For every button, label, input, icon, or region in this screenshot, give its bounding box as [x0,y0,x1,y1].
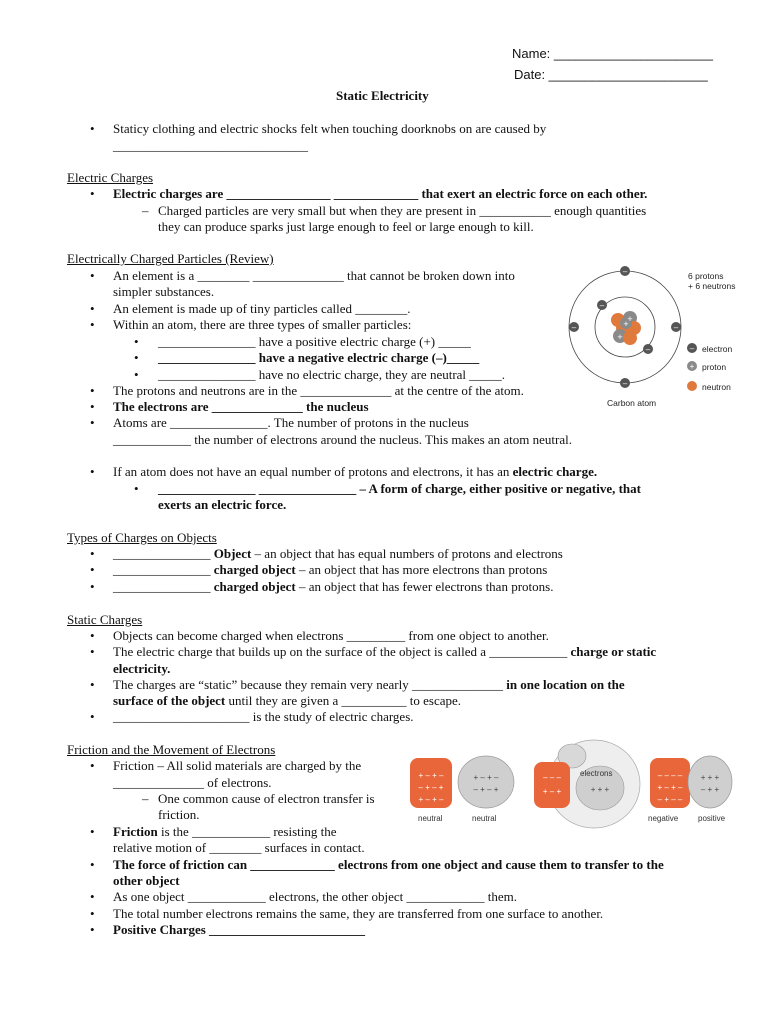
tc-rest-1: – an object that has equal numbers of protons and electrons [251,546,563,561]
svg-text:+: + [617,332,623,342]
ec-sub-1-line-1: Charged particles are very small but when they are present in ___________ enough quantities [158,203,647,218]
cp-bullet-3: Within an atom, there are three types of smaller particles: [113,317,412,332]
svg-text:– – – –: – – – – [657,771,683,780]
friction-diagram [404,738,734,830]
ec-sub-1-line-2: they can produce sparks just large enough to feel or large enough to kill. [158,219,534,234]
sc-bullet-3-l2-bold: surface of the object [113,693,226,708]
cp-bullet-1-line-2: simpler substances. [113,284,215,299]
fr-bullet-1-line-2: ______________ of electrons. [113,775,272,790]
ec-bullet-1: Electric charges are ________________ _____________ that exert an electric force on each other. [113,186,648,201]
bullet: • [134,350,139,365]
cp-sub-1: _______________ have a positive electric charge (+) _____ [158,334,471,349]
bullet: • [90,824,95,839]
bullet: • [90,677,95,692]
fr-bullet-6: Positive Charges ________________________ [113,922,366,937]
bullet: • [90,857,95,872]
bullet: • [90,399,95,414]
tc-blank-2: _______________ [113,562,214,577]
svg-text:+ – + –: + – + – [473,773,499,782]
sc-bullet-2-line-2: electricity. [113,661,171,676]
fr-bullet-3-line-2: other object [113,873,180,888]
label-neutral-1: neutral [418,814,443,823]
legend-proton: proton [702,362,727,372]
label-negative: negative [648,814,679,823]
legend-neutron-icon [687,381,697,391]
cp-bullet-5: The electrons are ______________ the nucleus [113,399,369,414]
svg-text:– + – +: – + – + [473,785,499,794]
svg-text:–: – [622,379,628,388]
heading-charged-particles: Electrically Charged Particles (Review) [67,251,274,266]
svg-text:–: – [689,344,695,353]
svg-text:+ – + –: + – + – [418,795,444,804]
fr-bullet-5: The total number electrons remains the same, they are transferred from one surface to another. [113,906,604,921]
bullet: • [134,481,139,496]
tc-rest-3: – an object that has fewer electrons than protons. [295,579,554,594]
tc-bold-1: Object [213,546,252,561]
fr-bullet-4: As one object ____________ electrons, the other object ____________ them. [113,889,518,904]
tc-bullet-3 [113,579,553,595]
svg-text:– – –: – – – [543,773,561,782]
cp-bullet-4: The protons and neutrons are in the ______________ at the centre of the atom. [113,383,524,398]
name-field[interactable]: Name: ______________________ [512,46,713,61]
heading-types-of-charges: Types of Charges on Objects [67,530,217,545]
balloon-neutral-icon [410,758,452,808]
svg-text:–: – [622,267,628,276]
cp-bullet-7 [113,464,597,480]
sc-bullet-2-text: The electric charge that builds up on the surface of the object is called a ____________ [113,644,571,659]
label-positive: positive [698,814,726,823]
label-protons: 6 protons [688,271,724,281]
cp-bullet-1-line-1: An element is a ________ ______________ that cannot be broken down into [113,268,515,283]
svg-text:+: + [689,362,695,371]
sc-bullet-3-line-2 [113,693,461,709]
bullet: • [90,758,95,773]
svg-text:+ + +: + + + [590,785,610,794]
cp-bullet-2: An element is made up of tiny particles called ________. [113,301,411,316]
nucleus [611,311,641,345]
sc-bullet-3-l2-rest: until they are given a __________ to escape. [225,693,462,708]
bullet: • [90,383,95,398]
bullet: • [90,709,95,724]
bullet: • [90,579,95,594]
sc-bullet-3-bold: in one location on the [506,677,625,692]
svg-text:–: – [599,301,605,310]
sc-bullet-3 [113,677,625,693]
cp-sub-2: _______________ have a negative electric charge (–)_____ [158,350,480,365]
svg-text:–: – [571,323,577,332]
heading-static-charges: Static Charges [67,612,143,627]
fr-bullet-2-bold: Friction [113,824,158,839]
label-electrons: electrons [580,769,613,778]
intro-line-2: ______________________________ [113,138,308,153]
sc-bullet-2-bold: charge or static [570,644,657,659]
fr-sub-1-line-2: friction. [158,807,200,822]
label-neutrons: + 6 neutrons [688,281,736,291]
bullet: • [90,562,95,577]
svg-text:– + – –: – + – – [657,795,683,804]
heading-electric-charges: Electric Charges [67,170,154,185]
dash: – [142,791,149,806]
atom-caption: Carbon atom [607,398,657,408]
fur-positive-icon [688,756,732,808]
svg-text:– + +: – + + [700,785,720,794]
svg-text:+ – + –: + – + – [657,783,683,792]
sc-bullet-4: _____________________ is the study of electric charges. [113,709,414,724]
svg-text:+ – + –: + – + – [418,771,444,780]
tc-bold-2: charged object [213,562,296,577]
svg-text:–: – [673,323,679,332]
fr-bullet-3-line-1: The force of friction can _____________ electrons from one object and cause them to transfer to the [113,857,664,872]
bullet: • [90,644,95,659]
cp-sub-4-line-2: exerts an electric force. [158,497,287,512]
cp-bullet-7-text: If an atom does not have an equal number of protons and electrons, it has an [113,464,513,479]
person-rubbing-balloon-icon [534,740,640,828]
svg-text:+ + +: + + + [700,773,720,782]
bullet: • [90,889,95,904]
fr-bullet-1-line-1: Friction – All solid materials are charged by the [113,758,362,773]
fur-neutral-icon [458,756,514,808]
tc-rest-2: – an object that has more electrons than protons [295,562,548,577]
cp-sub-3: _______________ have no electric charge, they are neutral _____. [158,367,506,382]
svg-text:–: – [645,345,651,354]
bullet: • [90,186,95,201]
svg-text:– + – +: – + – + [418,783,444,792]
fr-bullet-2 [113,824,337,840]
label-neutral-2: neutral [472,814,497,823]
bullet: • [90,464,95,479]
bullet: • [134,367,139,382]
bullet: • [90,922,95,937]
fr-bullet-2-line-2: relative motion of ________ surfaces in contact. [113,840,365,855]
date-field[interactable]: Date: ______________________ [514,67,708,82]
cp-bullet-7-bold: electric charge. [512,464,598,479]
tc-blank-3: _______________ [113,579,214,594]
tc-bullet-2 [113,562,547,578]
balloon-negative-icon [650,758,690,808]
bullet: • [90,268,95,283]
svg-text:+ – +: + – + [542,787,562,796]
tc-bold-3: charged object [213,579,296,594]
svg-text:+: + [627,314,633,324]
cp-sub-4-line-1: _______________ _______________ – A form of charge, either positive or negative, that [158,481,641,496]
carbon-atom-diagram [560,262,740,412]
fr-bullet-2-rest: is the ____________ resisting the [157,824,337,839]
legend-electron: electron [702,344,733,354]
bullet: • [90,121,95,136]
tc-blank-1: _______________ [113,546,214,561]
svg-text:+: + [623,319,629,329]
cp-bullet-6-line-1: Atoms are _______________. The number of protons in the nucleus [113,415,469,430]
bullet: • [90,317,95,332]
bullet: • [90,628,95,643]
bullet: • [90,546,95,561]
bullet: • [90,906,95,921]
sc-bullet-1: Objects can become charged when electrons _________ from one object to another. [113,628,549,643]
heading-friction: Friction and the Movement of Electrons [67,742,276,757]
sc-bullet-2 [113,644,656,660]
fr-sub-1-line-1: One common cause of electron transfer is [158,791,375,806]
page-title: Static Electricity [336,88,429,103]
legend-neutron: neutron [702,382,731,392]
sc-bullet-3-text: The charges are “static” because they remain very nearly ______________ [113,677,507,692]
bullet: • [90,415,95,430]
intro-line-1: Staticy clothing and electric shocks felt when touching doorknobs on are caused by [113,121,547,136]
tc-bullet-1 [113,546,563,562]
cp-bullet-6-line-2: ____________ the number of electrons around the nucleus. This makes an atom neutral. [113,432,572,447]
dash: – [142,203,149,218]
bullet: • [90,301,95,316]
bullet: • [134,334,139,349]
